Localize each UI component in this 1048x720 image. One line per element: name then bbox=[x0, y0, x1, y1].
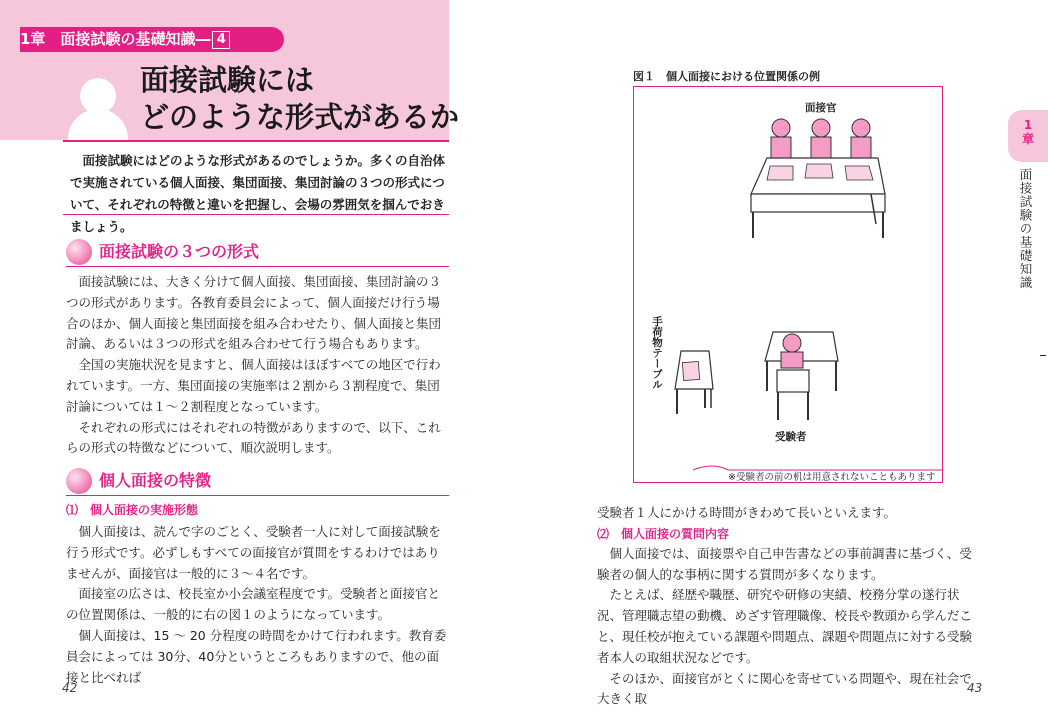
paragraph: 全国の実施状況を見ますと、個人面接はほぼすべての地区で行われています。一方、集団面接の実施率は２割から３割程度で、集団討論については１～２割程度となっています。 bbox=[66, 357, 441, 414]
section-rule bbox=[66, 266, 449, 267]
section-bullet-icon bbox=[66, 239, 92, 265]
paragraph: たとえば、経歴や職歴、研究や研修の実績、校務分掌の遂行状況、管理職志望の動機、めざす管理職像、校長や教頭から学んだこと、現任校が抱えている課題や問題点、課題や問題点に対する受験者本人の取組状況などです。 bbox=[597, 587, 973, 665]
section-formats-body bbox=[66, 272, 450, 459]
lead-paragraph bbox=[70, 150, 450, 238]
page-number-left: 42 bbox=[62, 681, 78, 695]
lead-text: 面接試験にはどのような形式があるのでしょうか。多くの自治体で実施されている個人面接、集団面接、集団討論の３つの形式について、それぞれの特徴と違いを把握し、会場の雰囲気を掴んでおきましょう。 bbox=[70, 153, 446, 234]
subheading-questions: ⑵ 個人面接の質問内容 bbox=[597, 526, 730, 541]
luggage-table bbox=[675, 351, 713, 414]
page-title-line-2: どのような形式があるか bbox=[140, 100, 460, 134]
section-title-individual: 個人面接の特徴 bbox=[99, 471, 212, 490]
chapter-tab-number: 4 bbox=[212, 31, 230, 49]
header-divider bbox=[63, 140, 449, 142]
section-individual-body bbox=[66, 522, 450, 688]
interviewer-3 bbox=[851, 119, 871, 158]
chapter-tab bbox=[20, 27, 284, 52]
paragraph: それぞれの形式にはそれぞれの特徴がありますので、以下、これらの形式の特徴などについて、順次説明します。 bbox=[66, 419, 441, 456]
figure-caption: 図１ 個人面接における位置関係の例 bbox=[633, 70, 820, 83]
page-title-line-1: 面接試験には bbox=[140, 63, 315, 97]
right-page-body bbox=[597, 503, 981, 710]
section-rule bbox=[66, 495, 449, 496]
paragraph: 個人面接は、読んで字のごとく、受験者一人に対して面接試験を行う形式です。必ずしもすべての面接官が質問をするわけではありませんが、面接官は一般的に３～４名です。 bbox=[66, 524, 441, 581]
paragraph: 個人面接では、面接票や自己申告書などの事前調書に基づく、受験者の個人的な事柄に関する質問が多くなります。 bbox=[597, 545, 972, 582]
figure-note: ※受験者の前の机は用意されないこともあります bbox=[728, 472, 936, 483]
paragraph: 面接室の広さは、校長室か小会議室程度です。受験者と面接官との位置関係は、一般的に右の図１のようになっています。 bbox=[66, 586, 441, 623]
interviewer-1 bbox=[771, 119, 791, 158]
label-luggage-table: 手荷物テーブル bbox=[651, 316, 663, 390]
label-interviewers: 面接官 bbox=[805, 102, 837, 114]
page-number-right: 43 bbox=[967, 681, 983, 695]
label-candidate: 受験者 bbox=[775, 431, 807, 443]
candidate-chair bbox=[777, 370, 809, 420]
lead-rule bbox=[63, 214, 449, 215]
paragraph: そのほか、面接官がとくに関心を寄せている問題や、現在社会で大きく取 bbox=[597, 670, 972, 707]
paragraph: 面接試験には、大きく分けて個人面接、集団面接、集団討論の３つの形式があります。各教育委員会によって、個人面接だけ行う場合のほか、個人面接と集団面接を組み合わせたり、個人面接と集団討論、あるいは３つの形式を組み合わせて行う場合もあります。 bbox=[66, 274, 442, 352]
interviewer-2 bbox=[811, 119, 831, 158]
section-bullet-icon bbox=[66, 468, 92, 494]
chapter-side-tab-label bbox=[1010, 118, 1046, 146]
chapter-tab-label: 1章 面接試験の基礎知識― bbox=[20, 30, 211, 48]
seating-diagram bbox=[633, 86, 945, 484]
page-title bbox=[140, 62, 459, 136]
side-tab-chapter: 章 bbox=[1021, 132, 1034, 146]
paragraph: 個人面接は、15 ～ 20 分程度の時間をかけて行われます。教育委員会によっては 30分、40分というところもありますので、他の面接と比べれば bbox=[66, 627, 447, 685]
interviewer-table bbox=[751, 158, 885, 238]
subheading-format: ⑴ 個人面接の実施形態 bbox=[66, 503, 199, 517]
margin-mark bbox=[1040, 355, 1046, 356]
side-tab-number: 1 bbox=[1023, 118, 1033, 132]
section-title-formats: 面接試験の３つの形式 bbox=[99, 242, 260, 261]
running-chapter-title: 面接試験の基礎知識 bbox=[1018, 168, 1033, 290]
paragraph-continued: 受験者１人にかける時間がきわめて長いといえます。 bbox=[597, 505, 897, 520]
